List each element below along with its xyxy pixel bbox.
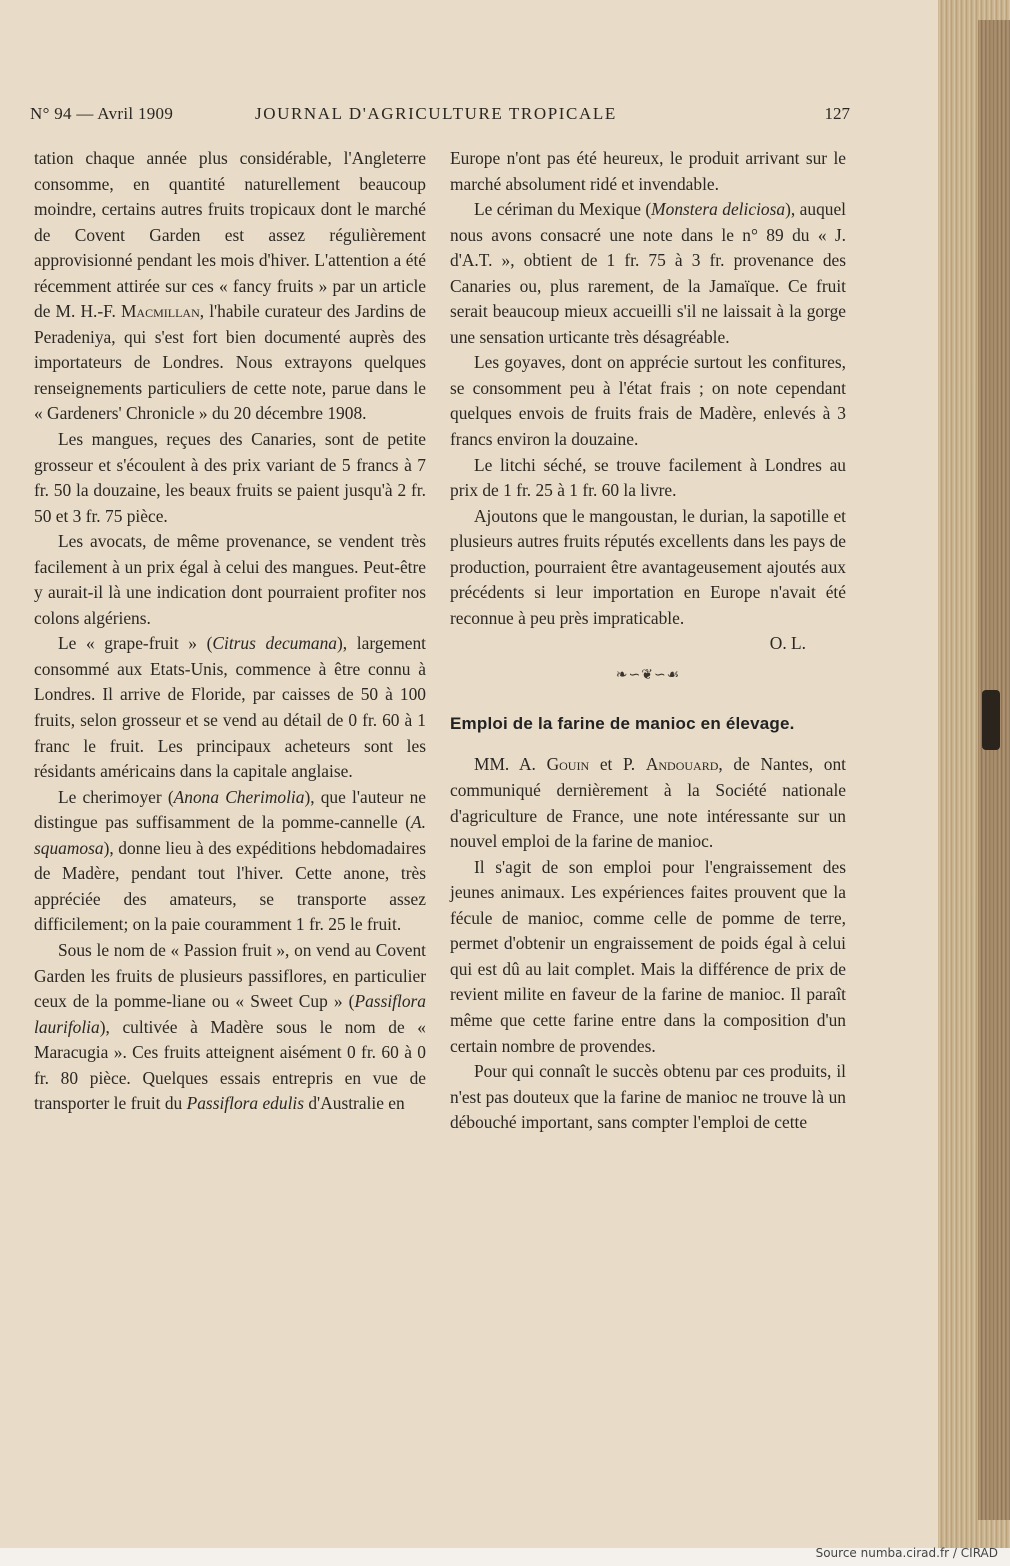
left-column — [34, 146, 426, 1117]
paragraph: Europe n'ont pas été heureux, le produit arrivant sur le marché absolument ridé et invendable. — [450, 148, 846, 194]
source-credit: Source numba.cirad.fr / CIRAD — [815, 1546, 998, 1560]
page-number: 127 — [824, 104, 850, 123]
paragraph: tation chaque année plus considérable, l'Angleterre consomme, en quantité naturellement beaucoup moindre, certains autres fruits tropicaux dont le marché de Covent Garden est assez régulièrement approvisionné pendant les mois d'hiver. L'attention a été récemment attirée sur ces « fancy fruits » par un article de M. H.-F. Macmillan, l'habile curateur des Jardins de Peradeniya, qui s'est fort bien documenté auprès des importateurs de Londres. Nous extrayons quelques renseignements particuliers de cette note, parue dans le « Gardeners' Chronicle » du 20 décembre 1908. — [34, 148, 426, 424]
right-column — [450, 146, 846, 1136]
paragraph: Le cherimoyer (Anona Cherimolia), que l'auteur ne distingue pas suffisamment de la pomme-cannelle (A. squamosa), donne lieu à des expéditions hebdomadaires de Madère, pendant tout l'hiver. Cette anone, très appréciée des amateurs, se transporte assez difficilement; on la paie couramment 1 fr. 25 le fruit. — [34, 786, 426, 935]
paragraph: Il s'agit de son emploi pour l'engraissement des jeunes animaux. Les expériences faites prouvent que la fécule de manioc, comme celle de pomme de terre, permet d'obtenir un engraissement de poids égal à celui qui est dû au lait complet. Mais la différence de prix de revient milite en faveur de la farine de manioc. Il paraît même que cette farine entre dans la composition d'un certain nombre de provendes. — [450, 856, 846, 1056]
journal-title: JOURNAL D'AGRICULTURE TROPICALE — [255, 104, 617, 123]
book-binding — [978, 20, 1010, 1520]
paragraph: Les goyaves, dont on apprécie surtout les confitures, se consomment peu à l'état frais ; on note cependant quelques envois de fruits frais de Madère, enlevés à 3 francs environ la douzaine. — [450, 352, 846, 450]
author-signature: O. L. — [769, 633, 806, 654]
paragraph: Les avocats, de même provenance, se vendent très facilement à un prix égal à celui des mangues. Peut-être y aurait-il là une indication dont pourraient profiter nos colons algériens. — [34, 531, 426, 628]
paragraph: Sous le nom de « Passion fruit », on vend au Covent Garden les fruits de plusieurs passiflores, en particulier ceux de la pomme-liane ou « Sweet Cup » (Passiflora laurifolia), cultivée à Madère sous le nom de « Maracugia ». Ces fruits atteignent aisément 0 fr. 60 à 0 fr. 80 pièce. Quelques essais entrepris en vue de transporter le fruit du Passiflora edulis d'Australie en — [34, 939, 426, 1114]
paragraph: Le litchi séché, se trouve facilement à Londres au prix de 1 fr. 25 à 1 fr. 60 la livre. — [450, 454, 846, 501]
paragraph: Le « grape-fruit » (Citrus decumana), largement consommé aux Etats-Unis, commence à être connu à Londres. Il arrive de Floride, par caisses de 50 à 100 fruits, selon grosseur et se vend au détail de 0 fr. 60 à 1 franc le fruit. Les principaux acheteurs sont les résidants américains dans la capitale anglaise. — [34, 633, 426, 782]
issue-date: N° 94 — Avril 1909 — [30, 104, 174, 123]
ornament-divider: ❧∽❦∽☙ — [615, 667, 681, 683]
paragraph: Pour qui connaît le succès obtenu par ces produits, il n'est pas douteux que la farine de manioc ne trouve là un débouché important, sans compter l'emploi de cette — [450, 1061, 846, 1133]
paragraph: MM. A. Gouin et P. Andouard, de Nantes, ont communiqué dernièrement à la Société nationale d'agriculture de France, une note intéressante sur un nouvel emploi de la farine de manioc. — [450, 754, 847, 852]
paragraph: Les mangues, reçues des Canaries, sont de petite grosseur et s'écoulent à des prix variant de 5 francs à 7 fr. 50 la douzaine, les beaux fruits se paient jusqu'à 2 fr. 50 et 3 fr. 75 pièce. — [34, 429, 426, 526]
paragraph: Le cériman du Mexique (Monstera deliciosa), auquel nous avons consacré une note dans le n° 89 du « J. d'A.T. », obtient de 1 fr. 75 à 3 fr. provenance des Canaries ou, plus rarement, de la Jamaïque. Ce fruit serait beaucoup mieux accueilli s'il ne laissait à la gorge une sensation urticante très désagréable. — [450, 199, 847, 347]
paragraph: Ajoutons que le mangoustan, le durian, la sapotille et plusieurs autres fruits réputés excellents dans les pays de production, pourraient être avantageusement ajoutés aux précédents si leur importation en Europe n'avait été reconnue à peu près impraticable. — [450, 505, 846, 628]
binding-tab — [982, 690, 1000, 750]
page-header — [30, 100, 850, 130]
article-title: Emploi de la farine de manioc en élevage. — [450, 713, 795, 733]
